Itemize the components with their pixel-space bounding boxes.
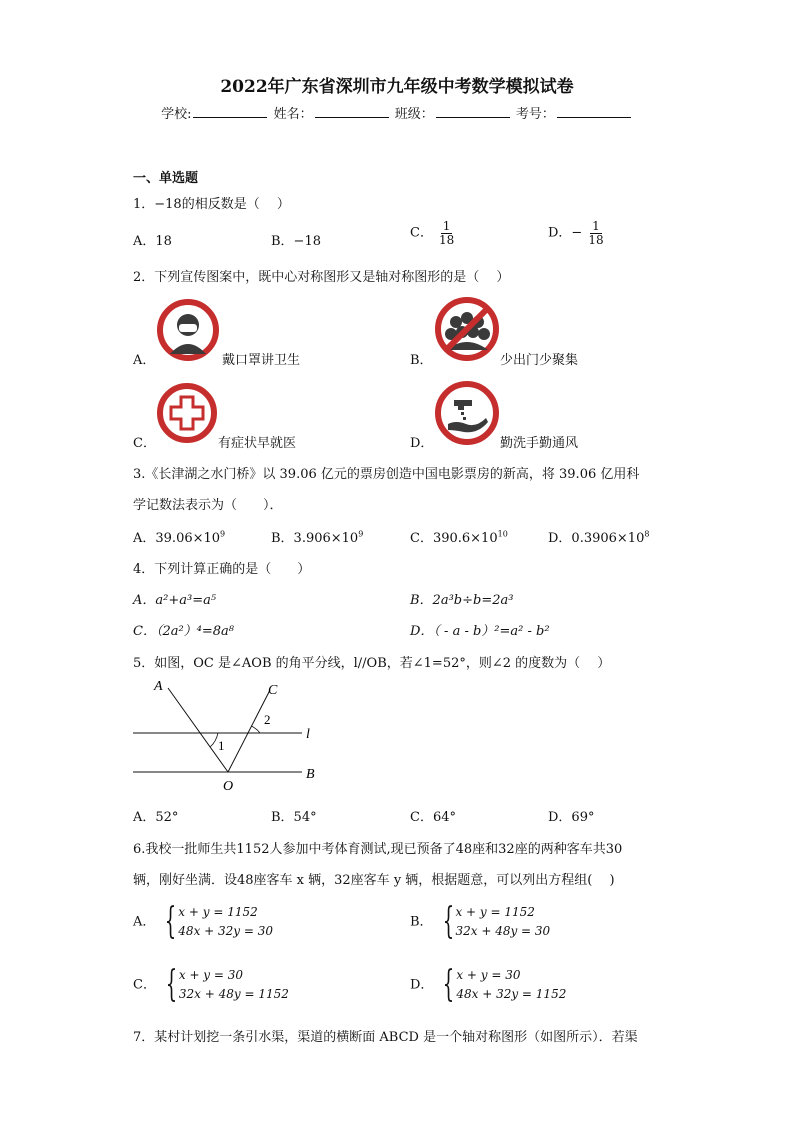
q3-option-b[interactable] — [271, 527, 363, 546]
q6-d-system: { x + y = 30 48x + 32y = 1152 — [443, 964, 567, 1006]
angle-1-arc — [210, 733, 218, 747]
q6-d-eq2: 48x + 32y = 1152 — [456, 987, 567, 1002]
q6-d-eq1: x + y = 30 — [456, 968, 521, 982]
q6-d-label: D． — [410, 977, 434, 993]
exam-number-label: 考号： — [515, 107, 555, 122]
label-c: C — [268, 683, 278, 698]
q5-option-c[interactable]: C．64° — [410, 810, 456, 825]
q3-c-exponent: 10 — [497, 529, 508, 539]
q4-option-b[interactable]: B．2a³b÷b=2a³ — [410, 593, 514, 608]
exam-number-blank[interactable] — [557, 105, 631, 118]
q2-option-b-label[interactable]: B． — [410, 353, 433, 368]
q2-option-b-text: 少出门少聚集 — [500, 353, 579, 368]
q6-c-system: { x + y = 30 32x + 48y = 1152 — [165, 964, 289, 1006]
student-info-line — [0, 103, 794, 122]
q4-option-a[interactable]: A．a²+a³=a⁵ — [133, 593, 217, 608]
q4-option-d[interactable]: D．（ - a - b）²=a² - b² — [410, 624, 550, 639]
label-o: O — [223, 779, 234, 794]
q6-option-a[interactable] — [133, 903, 273, 941]
q3-a-exponent: 9 — [220, 529, 226, 539]
q3-d-base: D．0.3906×10 — [548, 531, 645, 546]
q5-option-d[interactable]: D．69° — [548, 810, 595, 825]
label-b: B — [306, 767, 315, 782]
q6-b-eq2: 32x + 48y = 30 — [455, 924, 551, 939]
q3-c-base: C．390.6×10 — [410, 531, 498, 546]
name-blank[interactable] — [315, 105, 389, 118]
q1-option-c-label: C． — [410, 225, 433, 241]
label-l: l — [306, 727, 310, 742]
q2-option-c-label[interactable]: C． — [133, 436, 156, 451]
q5-stem: 5．如图，OC 是∠AOB 的角平分线，l//OB，若∠1=52°，则∠2 的度数为（ ） — [133, 656, 611, 671]
q1-c-denominator: 18 — [438, 232, 455, 247]
q6-c-eq2: 32x + 48y = 1152 — [178, 987, 289, 1002]
mask-person-icon — [156, 298, 220, 362]
q4-stem: 4．下列计算正确的是（ ） — [133, 562, 311, 577]
q3-stem-line1: 3.《长津湖之水门桥》以 39.06 亿元的票房创造中国电影票房的新高，将 39.06 亿用科 — [133, 467, 640, 482]
q2-option-c-text: 有症状早就医 — [218, 436, 297, 451]
medical-cross-icon — [156, 382, 218, 444]
q3-a-base: A．39.06×10 — [133, 531, 221, 546]
label-angle-1: 1 — [218, 738, 225, 753]
q4-option-c[interactable]: C．（2a²）⁴=8a⁸ — [133, 624, 235, 639]
label-a: A — [154, 679, 163, 694]
q3-b-base: B．3.906×10 — [271, 531, 359, 546]
q6-a-eq1: x + y = 1152 — [178, 905, 258, 919]
q1-option-d-label: D．− — [548, 225, 583, 241]
q2-option-d-label[interactable]: D． — [410, 436, 434, 451]
q2-option-a-text: 戴口罩讲卫生 — [222, 353, 301, 368]
q6-a-system: { x + y = 1152 48x + 32y = 30 — [165, 901, 274, 943]
q6-c-eq1: x + y = 30 — [178, 968, 244, 982]
q2-option-a-label[interactable]: A． — [133, 353, 156, 368]
q1-option-c-fraction — [437, 220, 456, 246]
ray-oc — [228, 690, 270, 772]
name-label: 姓名： — [273, 107, 313, 122]
q6-b-system: { x + y = 1152 32x + 48y = 30 — [442, 901, 551, 943]
q1-d-denominator: 18 — [588, 232, 604, 247]
ray-oa — [168, 688, 228, 772]
q3-stem-line2: 学记数法表示为（ ）． — [133, 498, 283, 513]
q6-stem-line1: 6.我校一批师生共1152人参加中考体育测试,现已预备了48座和32座的两种客车共30 — [133, 842, 623, 857]
q3-option-a[interactable] — [133, 527, 225, 546]
q1-option-b[interactable]: B．−18 — [271, 234, 321, 249]
q6-c-label: C． — [133, 977, 156, 993]
q6-option-c[interactable] — [133, 966, 289, 1004]
q6-a-label: A． — [133, 914, 156, 930]
q1-d-numerator: 1 — [592, 219, 600, 233]
q6-b-eq1: x + y = 1152 — [455, 905, 535, 919]
label-angle-2: 2 — [264, 712, 271, 727]
q6-b-label: B． — [410, 914, 433, 930]
q3-b-exponent: 9 — [358, 529, 364, 539]
q6-stem-line2: 辆，刚好坐满．设48座客车 x 辆，32座客车 y 辆，根据题意，可以列出方程组( ) — [133, 873, 615, 888]
q1-option-c[interactable] — [410, 220, 456, 246]
q5-option-b[interactable]: B．54° — [271, 810, 317, 825]
q1-stem: 1．−18的相反数是（ ） — [133, 197, 290, 212]
q1-option-a[interactable]: A．18 — [133, 234, 172, 249]
q7-stem: 7．某村计划挖一条引水渠，渠道的横断面 ABCD 是一个轴对称图形（如图所示）．若渠 — [133, 1030, 638, 1045]
hand-washing-icon — [434, 380, 500, 446]
q1-option-d-fraction — [586, 220, 605, 246]
page-title: 2022年广东省深圳市九年级中考数学模拟试卷 — [220, 77, 574, 97]
q2-option-d-text: 勤洗手勤通风 — [500, 436, 579, 451]
q3-option-c[interactable] — [410, 527, 508, 546]
q5-option-a[interactable]: A．52° — [133, 810, 179, 825]
q6-option-b[interactable] — [410, 903, 550, 941]
q2-stem: 2．下列宣传图案中，既中心对称图形又是轴对称图形的是（ ） — [133, 270, 510, 285]
q1-option-d[interactable] — [548, 220, 606, 246]
q6-a-eq2: 48x + 32y = 30 — [178, 924, 274, 939]
section-heading: 一、单选题 — [133, 171, 199, 186]
q1-c-numerator: 1 — [442, 219, 451, 233]
no-gathering-icon — [434, 296, 500, 362]
school-label: 学校: — [161, 107, 192, 122]
q6-option-d[interactable] — [410, 966, 566, 1004]
q3-d-exponent: 8 — [644, 529, 650, 539]
class-blank[interactable] — [436, 105, 510, 118]
q3-option-d[interactable] — [548, 527, 649, 546]
school-blank[interactable] — [193, 105, 267, 118]
q5-geometry-figure — [130, 676, 330, 794]
class-label: 班级： — [394, 107, 434, 122]
angle-2-arc — [251, 726, 260, 733]
